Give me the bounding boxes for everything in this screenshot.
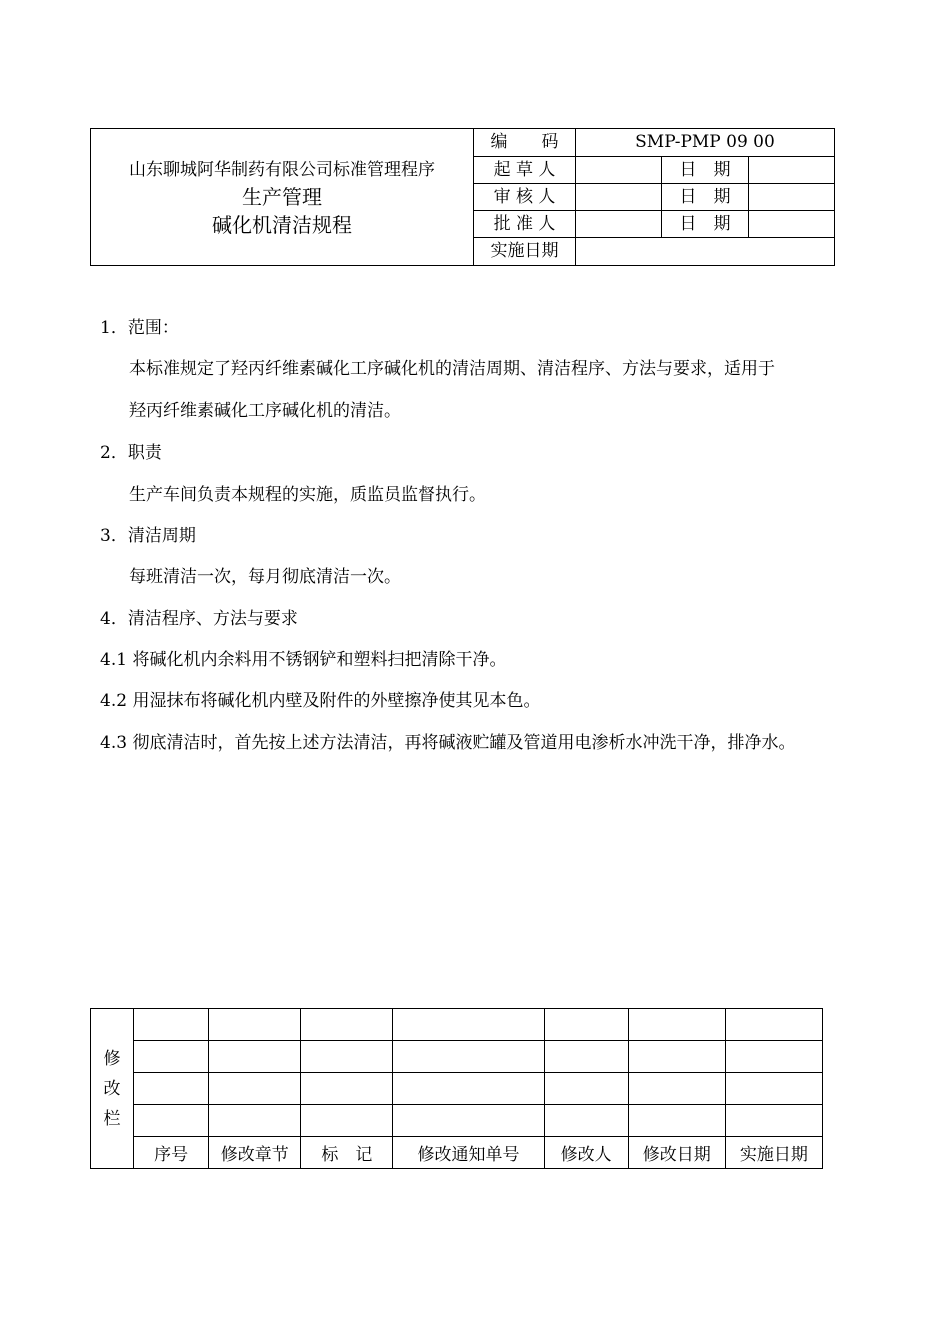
drafter-value [576, 157, 662, 184]
drafter-label: 起 草 人 [474, 157, 576, 184]
drafter-date-value [749, 157, 835, 184]
column-header-section: 修改章节 [209, 1137, 301, 1169]
revision-cell [134, 1073, 209, 1105]
reviewer-label: 审 核 人 [474, 184, 576, 211]
revision-cell [209, 1073, 301, 1105]
revision-cell [301, 1073, 393, 1105]
column-header-seq: 序号 [134, 1137, 209, 1169]
approver-value [576, 211, 662, 238]
revision-cell [544, 1073, 628, 1105]
approver-date-value [749, 211, 835, 238]
revision-cell [725, 1105, 822, 1137]
revision-cell [393, 1041, 544, 1073]
revision-side-label: 修 改 栏 [91, 1009, 134, 1169]
revision-cell [134, 1105, 209, 1137]
section-1-text-line2: 羟丙纤维素碱化工序碱化机的清洁。 [129, 401, 401, 421]
document-title: 碱化机清洁规程 [212, 212, 352, 237]
column-header-notice-no: 修改通知单号 [393, 1137, 544, 1169]
section-4-title: 4．清洁程序、方法与要求 [100, 609, 298, 629]
header-table [90, 128, 835, 266]
revision-cell [544, 1105, 628, 1137]
revision-cell [725, 1041, 822, 1073]
column-header-modify-date: 修改日期 [628, 1137, 725, 1169]
section-3-title: 3．清洁周期 [100, 526, 196, 546]
column-header-effective-date: 实施日期 [725, 1137, 822, 1169]
column-header-modifier: 修改人 [544, 1137, 628, 1169]
section-3-text: 每班清洁一次，每月彻底清洁一次。 [129, 567, 401, 587]
revision-cell [725, 1073, 822, 1105]
revision-cell [301, 1105, 393, 1137]
section-1-text-line1: 本标准规定了羟丙纤维素碱化工序碱化机的清洁周期、清洁程序、方法与要求，适用于 [129, 359, 775, 379]
section-1-title: 1．范围： [100, 318, 179, 338]
effective-date-value [576, 238, 835, 266]
title-block [91, 129, 474, 266]
revision-cell [134, 1009, 209, 1041]
revision-cell [393, 1009, 544, 1041]
code-label: 编 码 [474, 129, 576, 157]
revision-cell [393, 1105, 544, 1137]
column-header-mark: 标 记 [301, 1137, 393, 1169]
revision-cell [301, 1009, 393, 1041]
company-name: 山东聊城阿华制药有限公司标准管理程序 [129, 159, 435, 180]
revision-cell [544, 1041, 628, 1073]
revision-table [90, 1008, 823, 1169]
reviewer-date-value [749, 184, 835, 211]
approver-date-label: 日 期 [662, 211, 749, 238]
reviewer-date-label: 日 期 [662, 184, 749, 211]
reviewer-value [576, 184, 662, 211]
revision-cell [628, 1073, 725, 1105]
section-4-2: 4.2 用湿抹布将碱化机内壁及附件的外壁擦净使其见本色。 [100, 691, 541, 711]
section-2-title: 2．职责 [100, 443, 162, 463]
code-value: SMP-PMP 09 00 [576, 129, 835, 157]
revision-cell [628, 1041, 725, 1073]
drafter-date-label: 日 期 [662, 157, 749, 184]
revision-cell [393, 1073, 544, 1105]
revision-cell [209, 1009, 301, 1041]
section-2-text: 生产车间负责本规程的实施，质监员监督执行。 [129, 485, 486, 505]
department: 生产管理 [242, 184, 322, 209]
revision-cell [209, 1041, 301, 1073]
revision-cell [301, 1041, 393, 1073]
revision-cell [628, 1009, 725, 1041]
effective-date-label: 实施日期 [474, 238, 576, 266]
revision-cell [209, 1105, 301, 1137]
section-4-3: 4.3 彻底清洁时，首先按上述方法清洁，再将碱液贮罐及管道用电渗析水冲洗干净，排净水。 [100, 733, 796, 753]
section-4-1: 4.1 将碱化机内余料用不锈钢铲和塑料扫把清除干净。 [100, 650, 507, 670]
revision-cell [725, 1009, 822, 1041]
revision-cell [628, 1105, 725, 1137]
approver-label: 批 准 人 [474, 211, 576, 238]
revision-cell [134, 1041, 209, 1073]
revision-cell [544, 1009, 628, 1041]
